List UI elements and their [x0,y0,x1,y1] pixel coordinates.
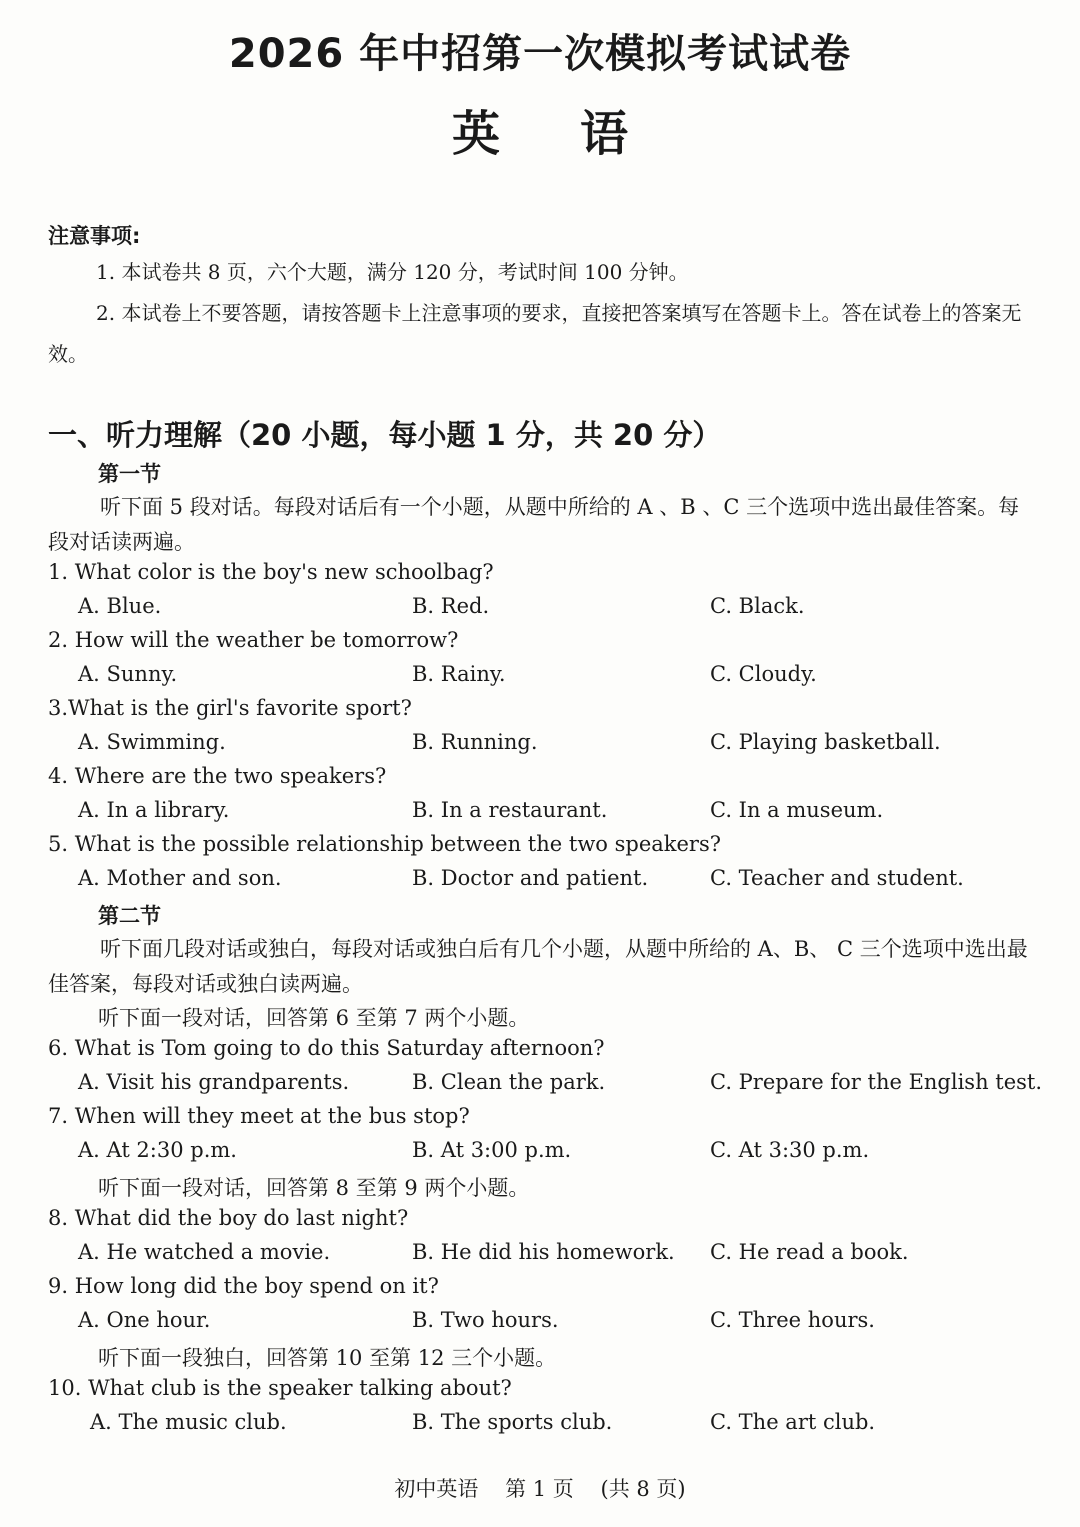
question-9: 9. How long did the boy spend on it? [48,1274,439,1298]
q6-option-a: A. Visit his grandparents. [78,1070,350,1094]
q7-option-b: B. At 3:00 p.m. [412,1138,572,1162]
footer-total-pages: (共 8 页) [600,1477,686,1501]
part1-instruction: 听下面 5 段对话。每段对话后有一个小题，从题中所给的 A 、B 、C 三个选项中选出最佳答案。每段对话读两遍。 [48,495,1020,554]
notice-item-1: 1. 本试卷共 8 页，六个大题，满分 120 分，考试时间 100 分钟。 [96,260,689,284]
question-6: 6. What is Tom going to do this Saturday afternoon? [48,1036,605,1060]
q3-option-c: C. Playing basketball. [710,730,941,754]
q5-option-a: A. Mother and son. [78,866,282,890]
question-4: 4. Where are the two speakers? [48,764,387,788]
question-2: 2. How will the weather be tomorrow? [48,628,459,652]
subject-title: 英语 [451,106,708,162]
dialogue-note-8-9: 听下面一段对话，回答第 8 至第 9 两个小题。 [98,1176,530,1200]
part2-instruction: 听下面几段对话或独白，每段对话或独白后有几个小题，从题中所给的 A、B、 C 三个选项中选出最佳答案，每段对话或独白读两遍。 [48,937,1028,996]
q2-option-a: A. Sunny. [78,662,178,686]
q10-option-a: A. The music club. [90,1410,287,1434]
q8-option-b: B. He did his homework. [412,1240,675,1264]
q4-option-a: A. In a library. [78,798,230,822]
section-heading-listening: 一、听力理解（20 小题，每小题 1 分，共 20 分） [48,418,722,452]
question-7: 7. When will they meet at the bus stop? [48,1104,470,1128]
q6-option-b: B. Clean the park. [412,1070,606,1094]
q8-option-a: A. He watched a movie. [78,1240,331,1264]
q4-option-c: C. In a museum. [710,798,884,822]
question-8: 8. What did the boy do last night? [48,1206,409,1230]
notice-item-2: 2. 本试卷上不要答题，请按答题卡上注意事项的要求，直接把答案填写在答题卡上。答在试卷上的答案无效。 [48,301,1022,366]
q5-option-b: B. Doctor and patient. [412,866,649,890]
dialogue-note-6-7: 听下面一段对话，回答第 6 至第 7 两个小题。 [98,1006,530,1030]
page-footer [0,1473,1080,1503]
q10-option-b: B. The sports club. [412,1410,613,1434]
q7-option-a: A. At 2:30 p.m. [78,1138,237,1162]
q7-option-c: C. At 3:30 p.m. [710,1138,870,1162]
q1-option-a: A. Blue. [78,594,162,618]
q9-option-c: C. Three hours. [710,1308,875,1332]
q4-option-b: B. In a restaurant. [412,798,608,822]
part-heading-2: 第二节 [98,904,161,928]
question-5: 5. What is the possible relationship between the two speakers? [48,832,722,856]
exam-title: 2026 年中招第一次模拟考试试卷 [228,31,852,77]
part-heading-1: 第一节 [98,462,161,486]
q2-option-b: B. Rainy. [412,662,506,686]
q3-option-a: A. Swimming. [78,730,226,754]
q10-option-c: C. The art club. [710,1410,876,1434]
q2-option-c: C. Cloudy. [710,662,817,686]
q1-option-c: C. Black. [710,594,805,618]
q9-option-a: A. One hour. [78,1308,211,1332]
monologue-note-10-12: 听下面一段独白，回答第 10 至第 12 三个小题。 [98,1346,557,1370]
notice-heading: 注意事项: [48,224,141,248]
question-10: 10. What club is the speaker talking about? [48,1376,512,1400]
q1-option-b: B. Red. [412,594,490,618]
q3-option-b: B. Running. [412,730,538,754]
q8-option-c: C. He read a book. [710,1240,909,1264]
footer-subject: 初中英语 [394,1477,479,1501]
footer-page-number: 第 1 页 [505,1477,574,1501]
q6-option-c: C. Prepare for the English test. [710,1070,1043,1094]
question-1: 1. What color is the boy's new schoolbag? [48,560,494,584]
question-3: 3.What is the girl's favorite sport? [48,696,412,720]
q5-option-c: C. Teacher and student. [710,866,964,890]
q9-option-b: B. Two hours. [412,1308,559,1332]
